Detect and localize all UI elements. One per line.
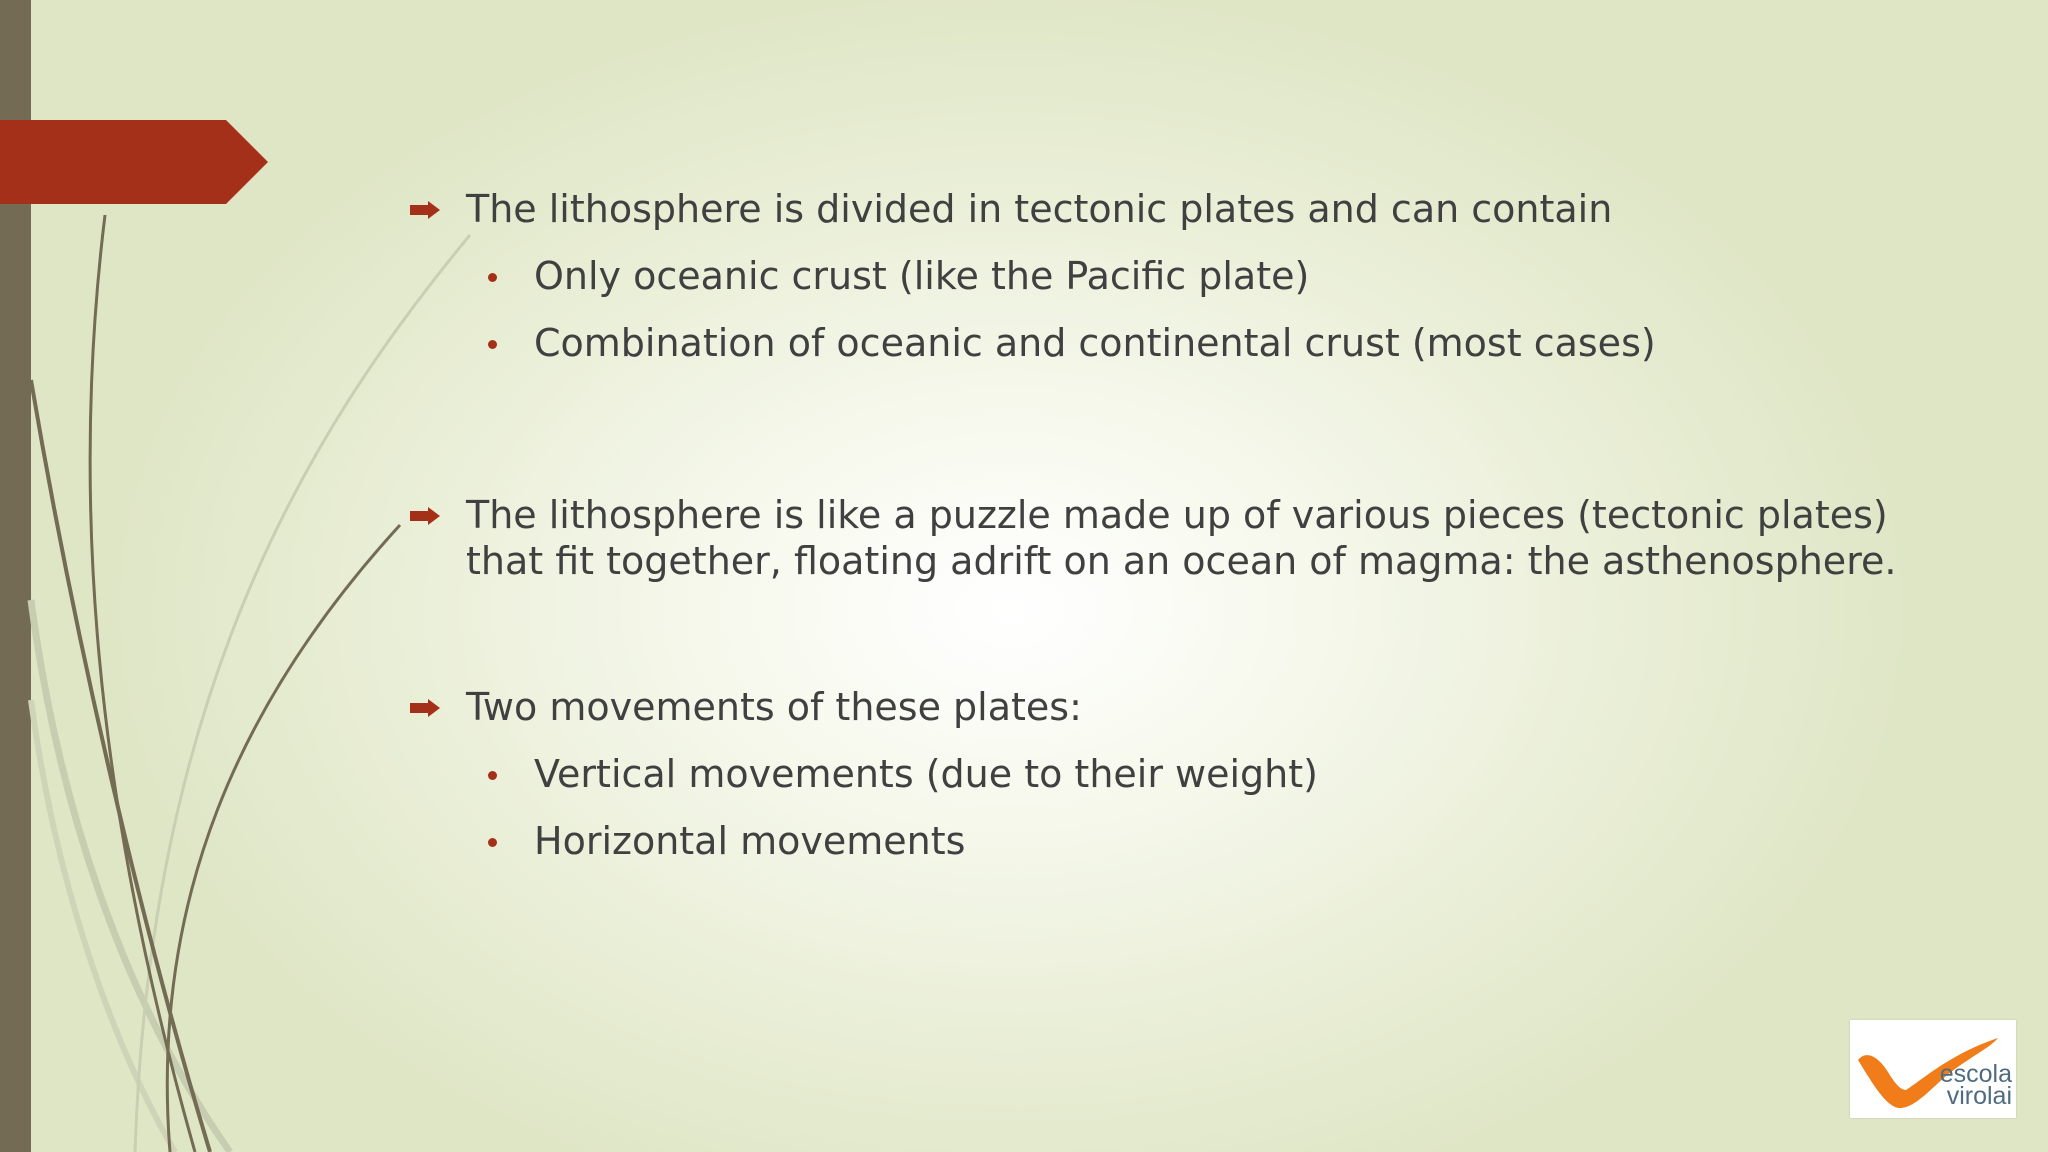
title-arrow-banner <box>0 120 268 204</box>
slide-content <box>408 186 1968 864</box>
sub-bullet-text: Only oceanic crust (like the Pacific plate) <box>534 254 1310 298</box>
left-accent-bar <box>0 0 31 1152</box>
bullet-text: The lithosphere is divided in tectonic plates and can contain <box>466 187 1613 231</box>
bullet-text-line-2: that fit together, floating adrift on an ocean of magma: the asthenosphere. <box>466 539 1897 583</box>
logo-text-line-1: escola <box>1939 1060 2012 1088</box>
curve-light-1 <box>31 600 230 1152</box>
sub-bullet-text: Vertical movements (due to their weight) <box>534 752 1318 796</box>
sub-bullet-oceanic <box>408 253 1968 299</box>
curve-light-2 <box>31 700 175 1152</box>
sub-bullet-text: Horizontal movements <box>534 819 966 863</box>
dot-bullet-icon <box>488 340 497 349</box>
curve-dark-3 <box>167 525 400 1152</box>
dot-bullet-icon <box>488 838 497 847</box>
logo-text-line-2: virolai <box>1946 1082 2012 1110</box>
curve-dark-1 <box>31 380 210 1152</box>
sub-bullet-text: Combination of oceanic and continental crust (most cases) <box>534 321 1656 365</box>
bullet-text-line-1: The lithosphere is like a puzzle made up of various pieces (tectonic plates) <box>466 493 1888 537</box>
curve-dark-2 <box>90 215 195 1152</box>
bullet-puzzle <box>408 492 1968 584</box>
bullet-movements <box>408 684 1968 730</box>
arrow-bullet-icon <box>410 699 440 717</box>
arrow-bullet-icon <box>410 201 440 219</box>
dot-bullet-icon <box>488 771 497 780</box>
sub-bullet-combination <box>408 320 1968 366</box>
escola-virolai-logo <box>1850 1020 2016 1118</box>
sub-bullet-vertical <box>408 751 1968 797</box>
sub-bullet-horizontal <box>408 818 1968 864</box>
dot-bullet-icon <box>488 273 497 282</box>
arrow-bullet-icon <box>410 507 440 525</box>
bullet-tectonic-plates <box>408 186 1968 232</box>
bullet-text: Two movements of these plates: <box>466 685 1082 729</box>
